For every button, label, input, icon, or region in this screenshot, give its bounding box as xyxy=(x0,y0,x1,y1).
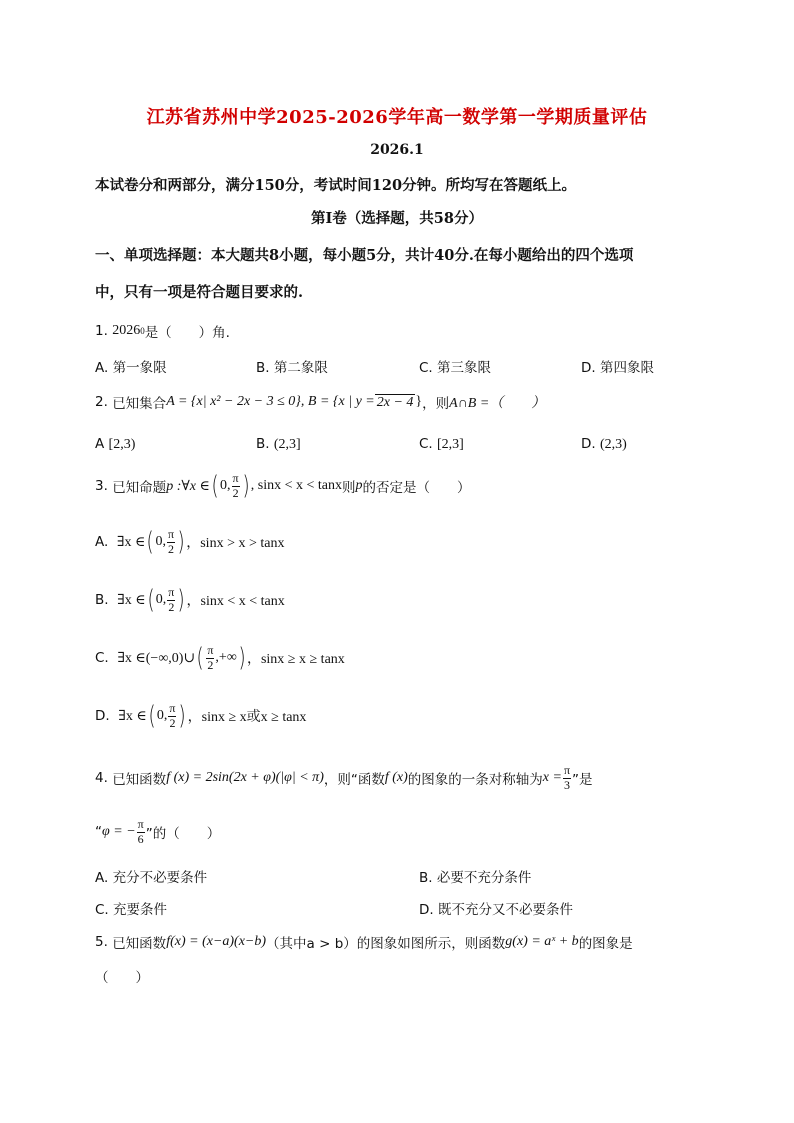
question-2-stem: 2. 已知集合 A = {x| x² − 2x − 3 ≤ 0} , B = {x | y = 2x − 4 } ，则 A∩B =（ ） xyxy=(95,394,546,412)
option-c[interactable]: C. 充要条件 xyxy=(95,902,168,918)
option-c[interactable]: C. 第三象限 xyxy=(419,360,492,376)
question-3-stem: 3. 已知命题 p :∀x ∈ ( 0, $\frac{\pi}{2}$ ) , sinx < x < tanx 则 p 的否定是（ ） xyxy=(95,471,471,502)
option-b[interactable]: B. (2,3] xyxy=(256,436,301,452)
instructions-line2: 中，只有一项是符合题目要求的. xyxy=(95,284,304,301)
question-number: 2. xyxy=(95,394,108,410)
question-4-stem-line2: “ φ = − $\frac{\pi}{6}$ ”的（ ） xyxy=(95,817,221,846)
option-a[interactable]: A [2,3) xyxy=(95,436,136,452)
question-number: 5. xyxy=(95,934,108,950)
option-b[interactable]: B. 必要不充分条件 xyxy=(419,870,532,886)
angle-value: 2026 xyxy=(112,323,141,338)
angle-degree: 0 xyxy=(140,326,145,336)
option-d[interactable]: D. 第四象限 xyxy=(581,360,654,376)
question-5-stem: 5. 已知函数 f(x) = (x−a)(x−b) （其中a > b） 的图象如图所示，则函数 g(x) = aˣ + b 的图象是 xyxy=(95,934,633,952)
question-4-stem: 4. 已知函数 f (x) = 2sin(2x + φ)(|φ| < π) ，则“函数 f (x) 的图象的一条对称轴为 x = $\frac{\pi}{3}$ ”是 xyxy=(95,763,593,792)
option-d[interactable]: D. ∃x ∈ ( 0, $\frac{\pi}{2}$ ) ，sinx ≥ x或x ≥ tanx xyxy=(95,701,307,732)
exam-intro: 本试卷分和两部分，满分150分，考试时间120分钟。所均写在答题纸上。 xyxy=(95,177,577,194)
page-title: 江苏省苏州中学2025-2026学年高一数学第一学期质量评估 xyxy=(146,107,648,128)
question-number: 4. xyxy=(95,770,108,787)
option-d[interactable]: D. (2,3) xyxy=(581,436,627,452)
option-b[interactable]: B. ∃x ∈ ( 0, $\frac{\pi}{2}$ ) ，sinx < x < tanx xyxy=(95,585,285,616)
option-a[interactable]: A. ∃x ∈ ( 0, $\frac{\pi}{2}$ ) ，sinx > x > tanx xyxy=(95,527,285,558)
exam-date: 2026.1 xyxy=(370,142,424,158)
question-number: 1. xyxy=(95,323,108,339)
option-a[interactable]: A. 第一象限 xyxy=(95,360,167,376)
question-1-text: 是（ ）角. xyxy=(144,325,230,341)
question-1-stem xyxy=(95,321,230,341)
question-5-answer-paren: （ ） xyxy=(95,970,149,986)
intersection: A∩B =（ ） xyxy=(449,396,546,411)
option-d[interactable]: D. 既不充分又不必要条件 xyxy=(419,902,573,918)
option-c[interactable]: C. ∃x ∈(−∞,0)∪ ( $\frac{\pi}{2}$ ,+∞ ) ，sinx ≥ x ≥ tanx xyxy=(95,643,345,674)
set-a: A = {x| x² − 2x − 3 ≤ 0} xyxy=(166,394,301,409)
section-title: 第I卷（选择题，共58分） xyxy=(311,210,483,227)
set-b: , B = {x | y = xyxy=(300,394,375,409)
option-a[interactable]: A. 充分不必要条件 xyxy=(95,870,208,886)
sqrt-radicand: 2x − 4 xyxy=(376,394,414,410)
option-b[interactable]: B. 第二象限 xyxy=(256,360,328,376)
instructions-line1: 一、单项选择题：本大题共8小题，每小题5分，共计40分.在每小题给出的四个选项 xyxy=(95,247,634,264)
option-c[interactable]: C. [2,3] xyxy=(419,436,464,452)
question-number: 3. xyxy=(95,478,108,495)
